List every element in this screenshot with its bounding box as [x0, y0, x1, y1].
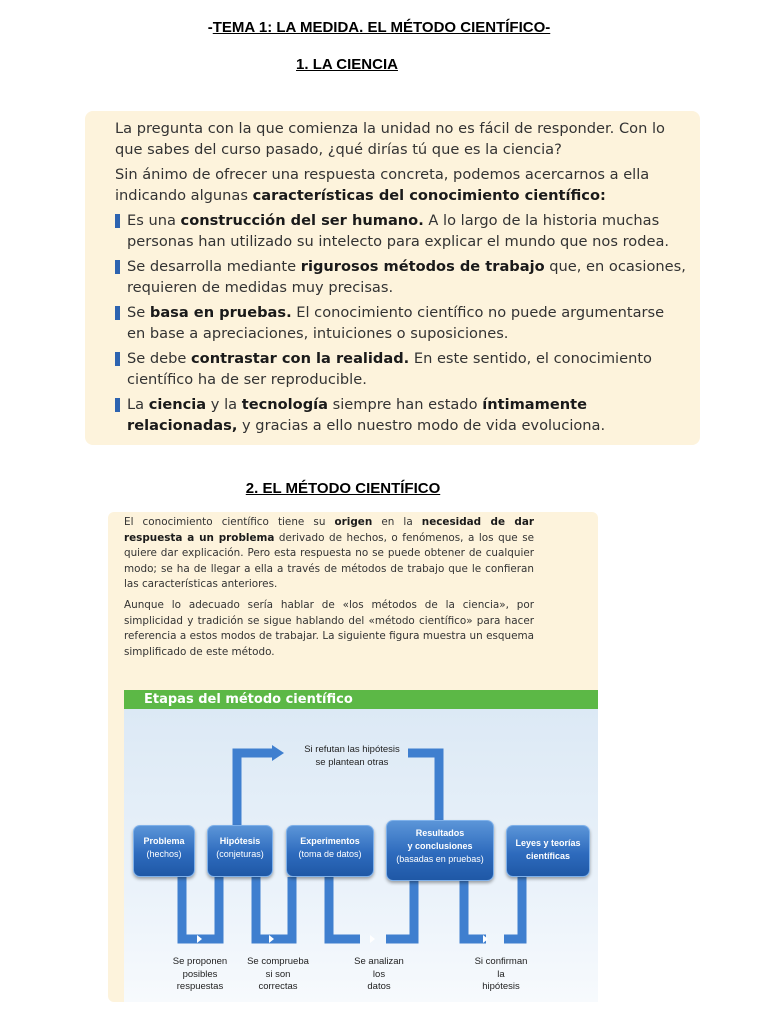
refute-note-line-2: se plantean otras: [315, 756, 389, 768]
method-text-run: en la: [372, 516, 422, 528]
item-text: siempre han estado: [328, 396, 483, 413]
caption-comprueba: [238, 956, 318, 994]
characteristic-item: [115, 211, 686, 252]
characteristic-item: [115, 395, 686, 436]
item-text: La: [127, 396, 149, 413]
method-text-run: derivado de hechos, o fenómenos, a los que se quiere dar explicación. Pero esta respuesta no se puede obtener de cualquier modo; se ha de llegar a ella a través de métodos de trabajo que le confieran las características anteriores.: [124, 531, 535, 591]
item-text: Se debe: [127, 350, 192, 367]
stage-name: Resultados: [415, 828, 465, 838]
stage-hipotesis: [207, 825, 273, 877]
stage-sub: (toma de datos): [298, 849, 362, 859]
item-text: Es una: [127, 212, 181, 229]
item-bold: construcción del ser humano.: [180, 212, 424, 229]
theme-title: [0, 19, 763, 36]
intro-paragraph-2: [115, 165, 686, 206]
stage-connectors: [182, 877, 522, 939]
section1-title-text: 1. LA CIENCIA: [296, 56, 398, 73]
stage-name: Experimentos: [300, 836, 360, 846]
section2-title: [0, 480, 727, 497]
method-paragraph-1: [124, 515, 534, 593]
science-intro-box: [85, 111, 700, 445]
caption-line: Si confirman: [474, 956, 528, 967]
caption-confirman: [464, 956, 538, 994]
stage-experimentos: [286, 825, 374, 877]
method-paragraph-2: Aunque lo adecuado sería hablar de «los métodos de la ciencia», por simplicidad y tradición se sigue hablando del «método científico» para hacer referencia a estos modos de trabajar. La siguiente figura muestra un esquema simplificado de este método.: [124, 598, 534, 658]
item-bold: tecnología: [241, 396, 328, 413]
caption-line: posibles: [182, 968, 218, 980]
stage-problema: [133, 825, 195, 877]
item-text: Se: [127, 304, 150, 321]
caption-line: correctas: [258, 981, 298, 992]
stage-name: Hipótesis: [219, 836, 261, 846]
intro-paragraph-1: La pregunta con la que comienza la unidad no es fácil de responder. Con lo que sabes del curso pasado, ¿qué dirías tú que es la ciencia?: [115, 120, 665, 158]
method-text-run: El conocimiento científico tiene su: [124, 516, 335, 528]
item-bold: basa en pruebas.: [149, 304, 292, 321]
item-text: Se desarrolla mediante: [127, 258, 301, 275]
characteristic-item: [115, 257, 686, 298]
stage-sub: científicas: [525, 851, 571, 861]
stage-name: Problema: [143, 836, 185, 846]
figure-title: Etapas del método científico: [144, 692, 353, 707]
item-bold: contrastar con la realidad.: [191, 350, 410, 367]
section2-title-text: 2. EL MÉTODO CIENTÍFICO: [245, 480, 441, 497]
stage-sub2: (basadas en pruebas): [396, 854, 484, 864]
refute-note: [282, 744, 422, 769]
theme-title-prefix: -: [207, 19, 213, 36]
caption-line: respuestas: [176, 981, 224, 992]
caption-line: hipótesis: [482, 981, 520, 992]
method-bold: necesidad de dar respuesta a un problema: [124, 516, 534, 544]
item-text: En este sentido, el conocimiento científico ha de ser reproducible.: [127, 350, 652, 388]
caption-line: si son: [265, 968, 291, 980]
stage-sub: (hechos): [146, 849, 182, 859]
item-bold: rigurosos métodos de trabajo: [300, 258, 545, 275]
caption-line: Se proponen: [172, 956, 228, 967]
caption-line: los: [372, 968, 386, 980]
figure-title-bar: [124, 690, 598, 709]
section1-title: [0, 56, 731, 73]
method-text: [124, 515, 534, 665]
caption-proponen: [163, 956, 237, 994]
stage-name: Leyes y teorías: [515, 838, 581, 848]
caption-analizan: [343, 956, 415, 994]
caption-line: datos: [367, 981, 391, 992]
stage-sub: y conclusiones: [407, 841, 473, 851]
item-bold: íntimamente relacionadas,: [127, 396, 588, 434]
caption-line: la: [497, 968, 505, 980]
stage-resultados: [386, 820, 494, 881]
intro-p2-bold: características del conocimiento científico:: [252, 186, 606, 204]
item-text: y gracias a ello nuestro modo de vida evoluciona.: [237, 416, 606, 434]
item-text: A lo largo de la historia muchas personas han utilizado su intelecto para explicar el mundo que nos rodea.: [127, 212, 670, 250]
theme-title-text: TEMA 1: LA MEDIDA. EL MÉTODO CIENTÍFICO-: [212, 19, 551, 36]
item-bold: ciencia: [148, 396, 207, 413]
item-text: El conocimiento científico no puede argumentarse en base a apreciaciones, intuiciones o suposiciones.: [127, 304, 665, 342]
stage-sub: (conjeturas): [216, 849, 264, 859]
method-bold: origen: [334, 516, 373, 528]
item-text: que, en ocasiones, requieren de medidas muy precisas.: [127, 258, 686, 296]
caption-line: Se analizan: [354, 956, 404, 967]
characteristic-item: [115, 303, 686, 344]
stage-leyes: [506, 825, 590, 877]
item-text: y la: [206, 396, 242, 413]
caption-line: Se comprueba: [247, 956, 309, 967]
refute-note-line-1: Si refutan las hipótesis: [304, 744, 400, 755]
characteristic-item: [115, 349, 686, 390]
intro-p2-text: Sin ánimo de ofrecer una respuesta concreta, podemos acercarnos a ella indicando algunas: [115, 166, 650, 204]
